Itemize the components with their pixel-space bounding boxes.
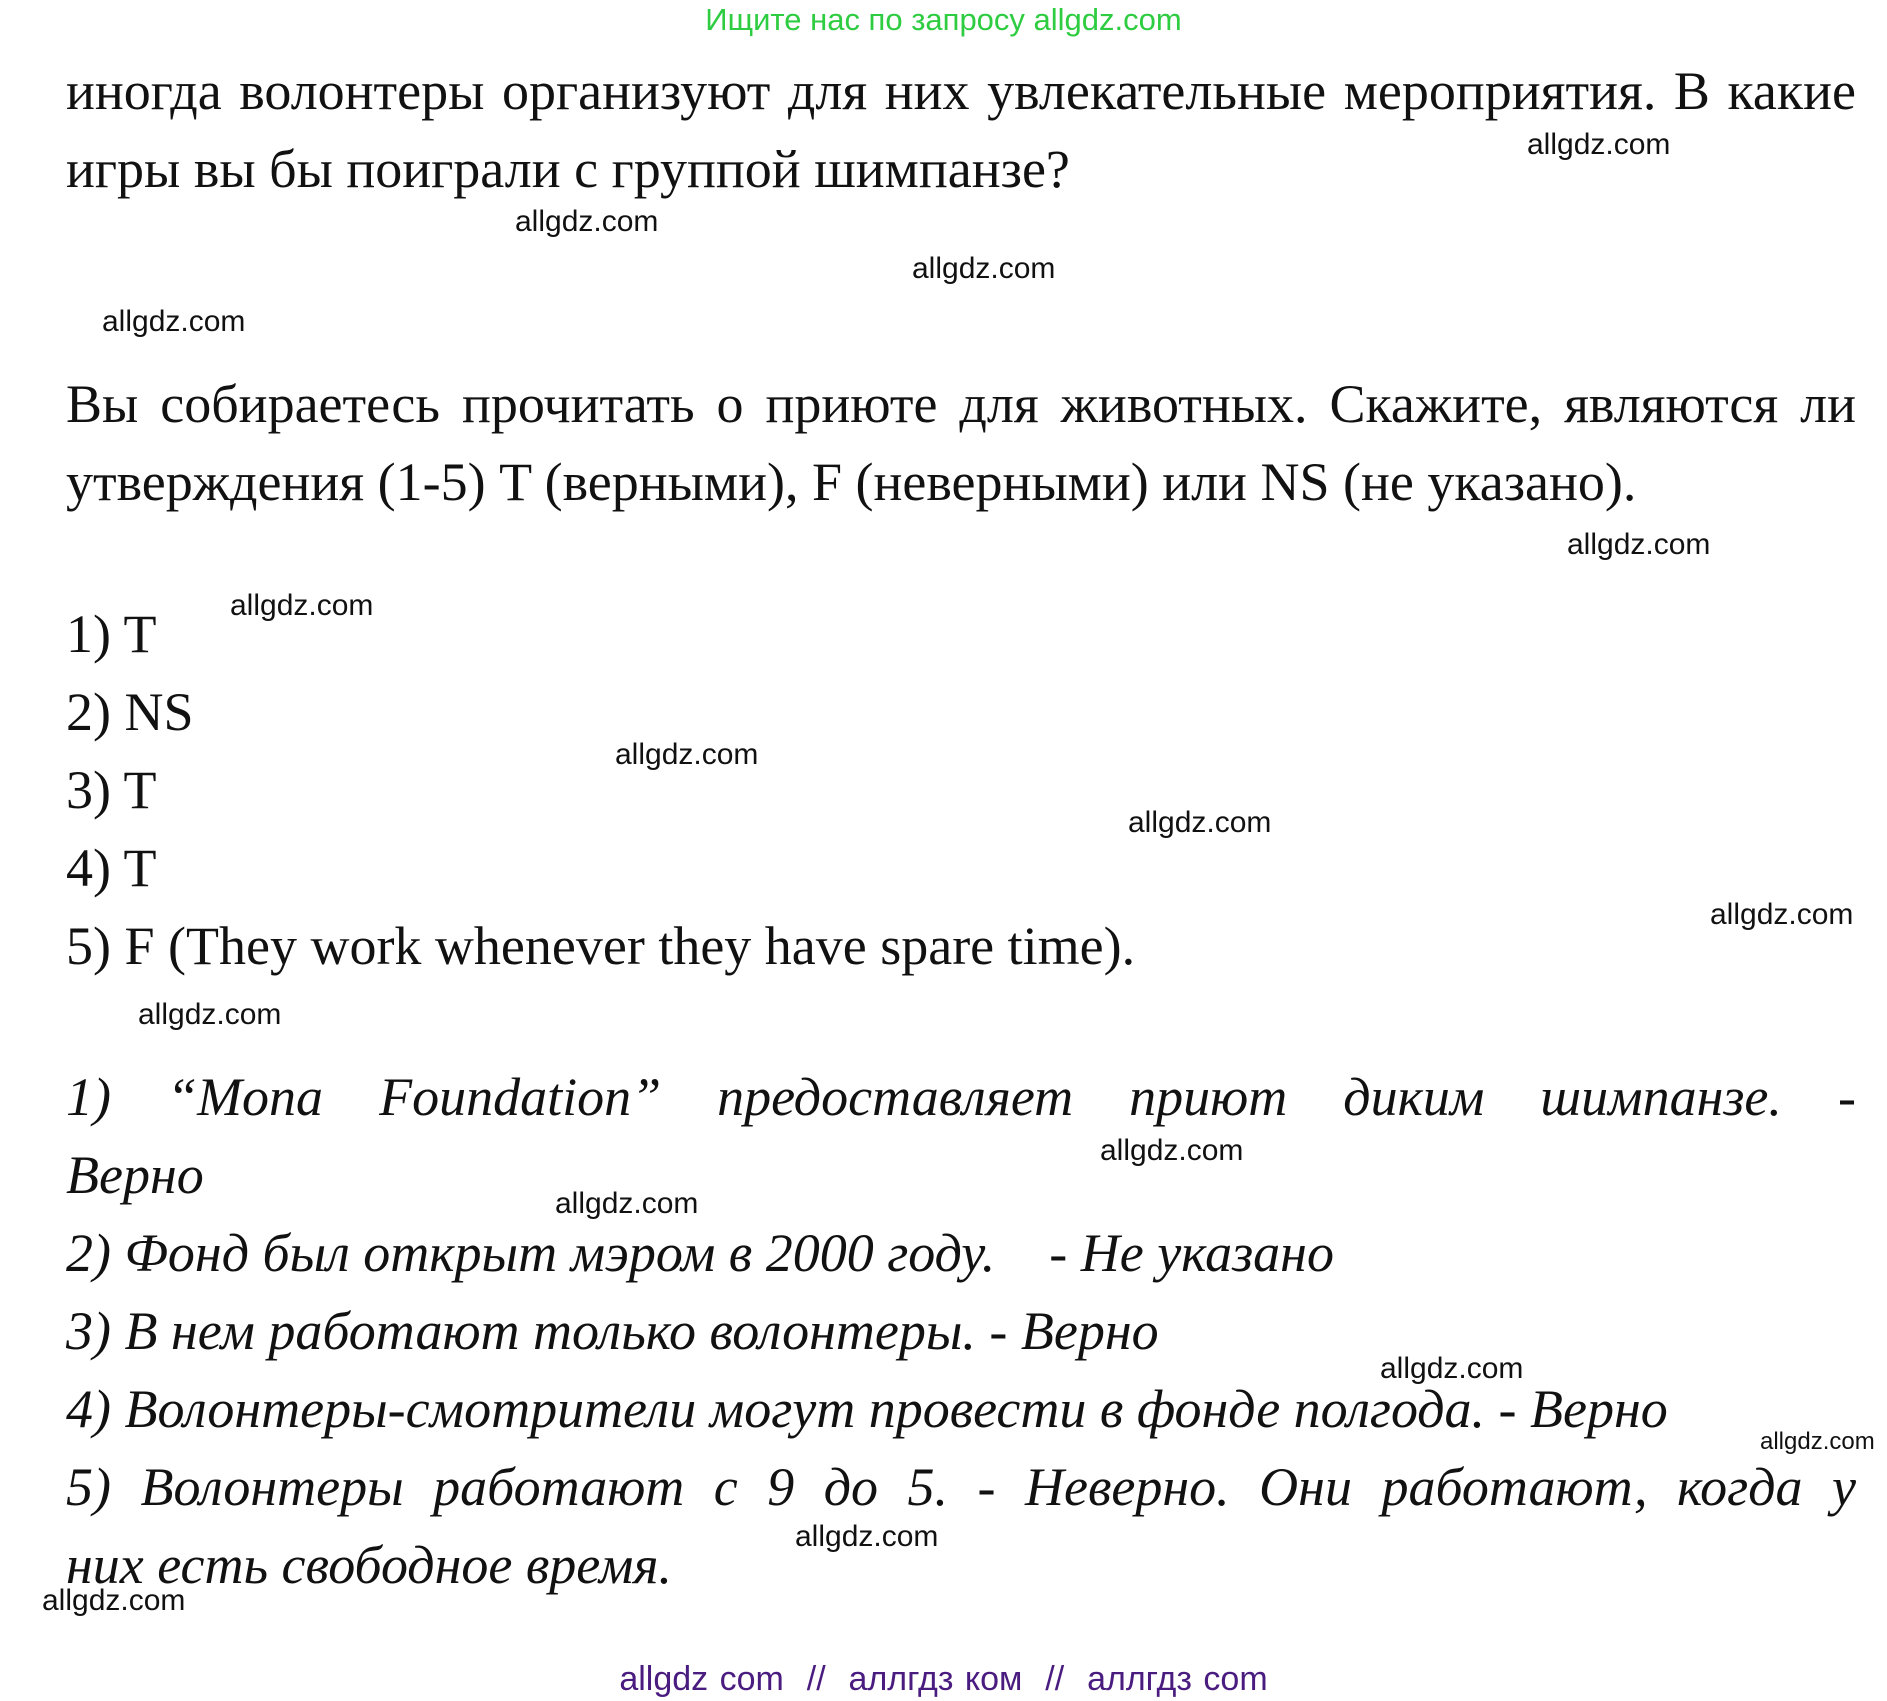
- word: с: [713, 1457, 738, 1517]
- answer-item: 4) T: [66, 838, 157, 898]
- word: приют: [1129, 1067, 1288, 1127]
- answer-item: 1) T: [66, 604, 157, 664]
- word: 5): [66, 1457, 111, 1517]
- word: 5.: [907, 1457, 949, 1517]
- answers-list: [66, 595, 1135, 985]
- translation-item-1-end: Верно: [66, 1145, 204, 1205]
- translation-item-4: 4) Волонтеры-смотрители могут провести в фонде полгода. - Верно: [66, 1379, 1668, 1439]
- word: когда: [1676, 1457, 1803, 1517]
- watermark: allgdz.com: [42, 1584, 186, 1617]
- watermark: allgdz.com: [1527, 128, 1671, 161]
- word: Они: [1259, 1457, 1352, 1517]
- watermark: allgdz.com: [615, 738, 759, 771]
- answer-item: 3) T: [66, 760, 157, 820]
- word: -: [1837, 1067, 1856, 1127]
- watermark: allgdz.com: [1760, 1428, 1875, 1455]
- watermark: allgdz.com: [230, 589, 374, 622]
- translation-item-3: 3) В нем работают только волонтеры. - Верно: [66, 1301, 1159, 1361]
- answer-item: 2) NS: [66, 682, 194, 742]
- translation-item-5-end: них есть свободное время.: [66, 1535, 672, 1595]
- watermark: allgdz.com: [1567, 528, 1711, 561]
- word: 1): [66, 1067, 111, 1127]
- footer-watermark: allgdz com // аллгдз ком // аллгдз com: [619, 1660, 1268, 1698]
- watermark: allgdz.com: [1100, 1134, 1244, 1167]
- word: Неверно.: [1025, 1457, 1230, 1517]
- translation-block: [66, 1058, 1856, 1604]
- watermark: allgdz.com: [1380, 1352, 1524, 1385]
- top-banner: Ищите нас по запросу allgdz.com: [705, 2, 1182, 37]
- watermark: allgdz.com: [795, 1520, 939, 1553]
- watermark: allgdz.com: [102, 305, 246, 338]
- watermark: allgdz.com: [912, 252, 1056, 285]
- word: -: [977, 1457, 996, 1517]
- word: шимпанзе.: [1540, 1067, 1782, 1127]
- intro-paragraph: иногда волонтеры организуют для них увлекательные мероприятия. В какие игры вы бы поиграли с группой шимпанзе?: [66, 61, 1856, 199]
- task-paragraph: Вы собираетесь прочитать о приюте для животных. Скажите, являются ли утверждения (1-5) T (верными), F (неверными) или NS (не указано).: [66, 374, 1856, 512]
- watermark: allgdz.com: [1128, 806, 1272, 839]
- word: Foundation”: [379, 1067, 662, 1127]
- word: у: [1832, 1457, 1856, 1517]
- watermark: allgdz.com: [515, 205, 659, 238]
- word: работают: [433, 1457, 685, 1517]
- word: предоставляет: [717, 1067, 1074, 1127]
- word: Волонтеры: [140, 1457, 404, 1517]
- watermark: allgdz.com: [138, 998, 282, 1031]
- word: диким: [1343, 1067, 1485, 1127]
- word: “Mona: [167, 1067, 324, 1127]
- word: до: [823, 1457, 879, 1517]
- answer-item: 5) F (They work whenever they have spare time).: [66, 916, 1136, 976]
- translation-item-2: 2) Фонд был открыт мэром в 2000 году. - Не указано: [66, 1223, 1334, 1283]
- watermark: allgdz.com: [1710, 898, 1854, 931]
- watermark: allgdz.com: [555, 1187, 699, 1220]
- translation-item-5-line: [66, 1448, 1856, 1526]
- word: работают,: [1381, 1457, 1648, 1517]
- translation-item-1-line: [66, 1058, 1856, 1136]
- word: 9: [767, 1457, 795, 1517]
